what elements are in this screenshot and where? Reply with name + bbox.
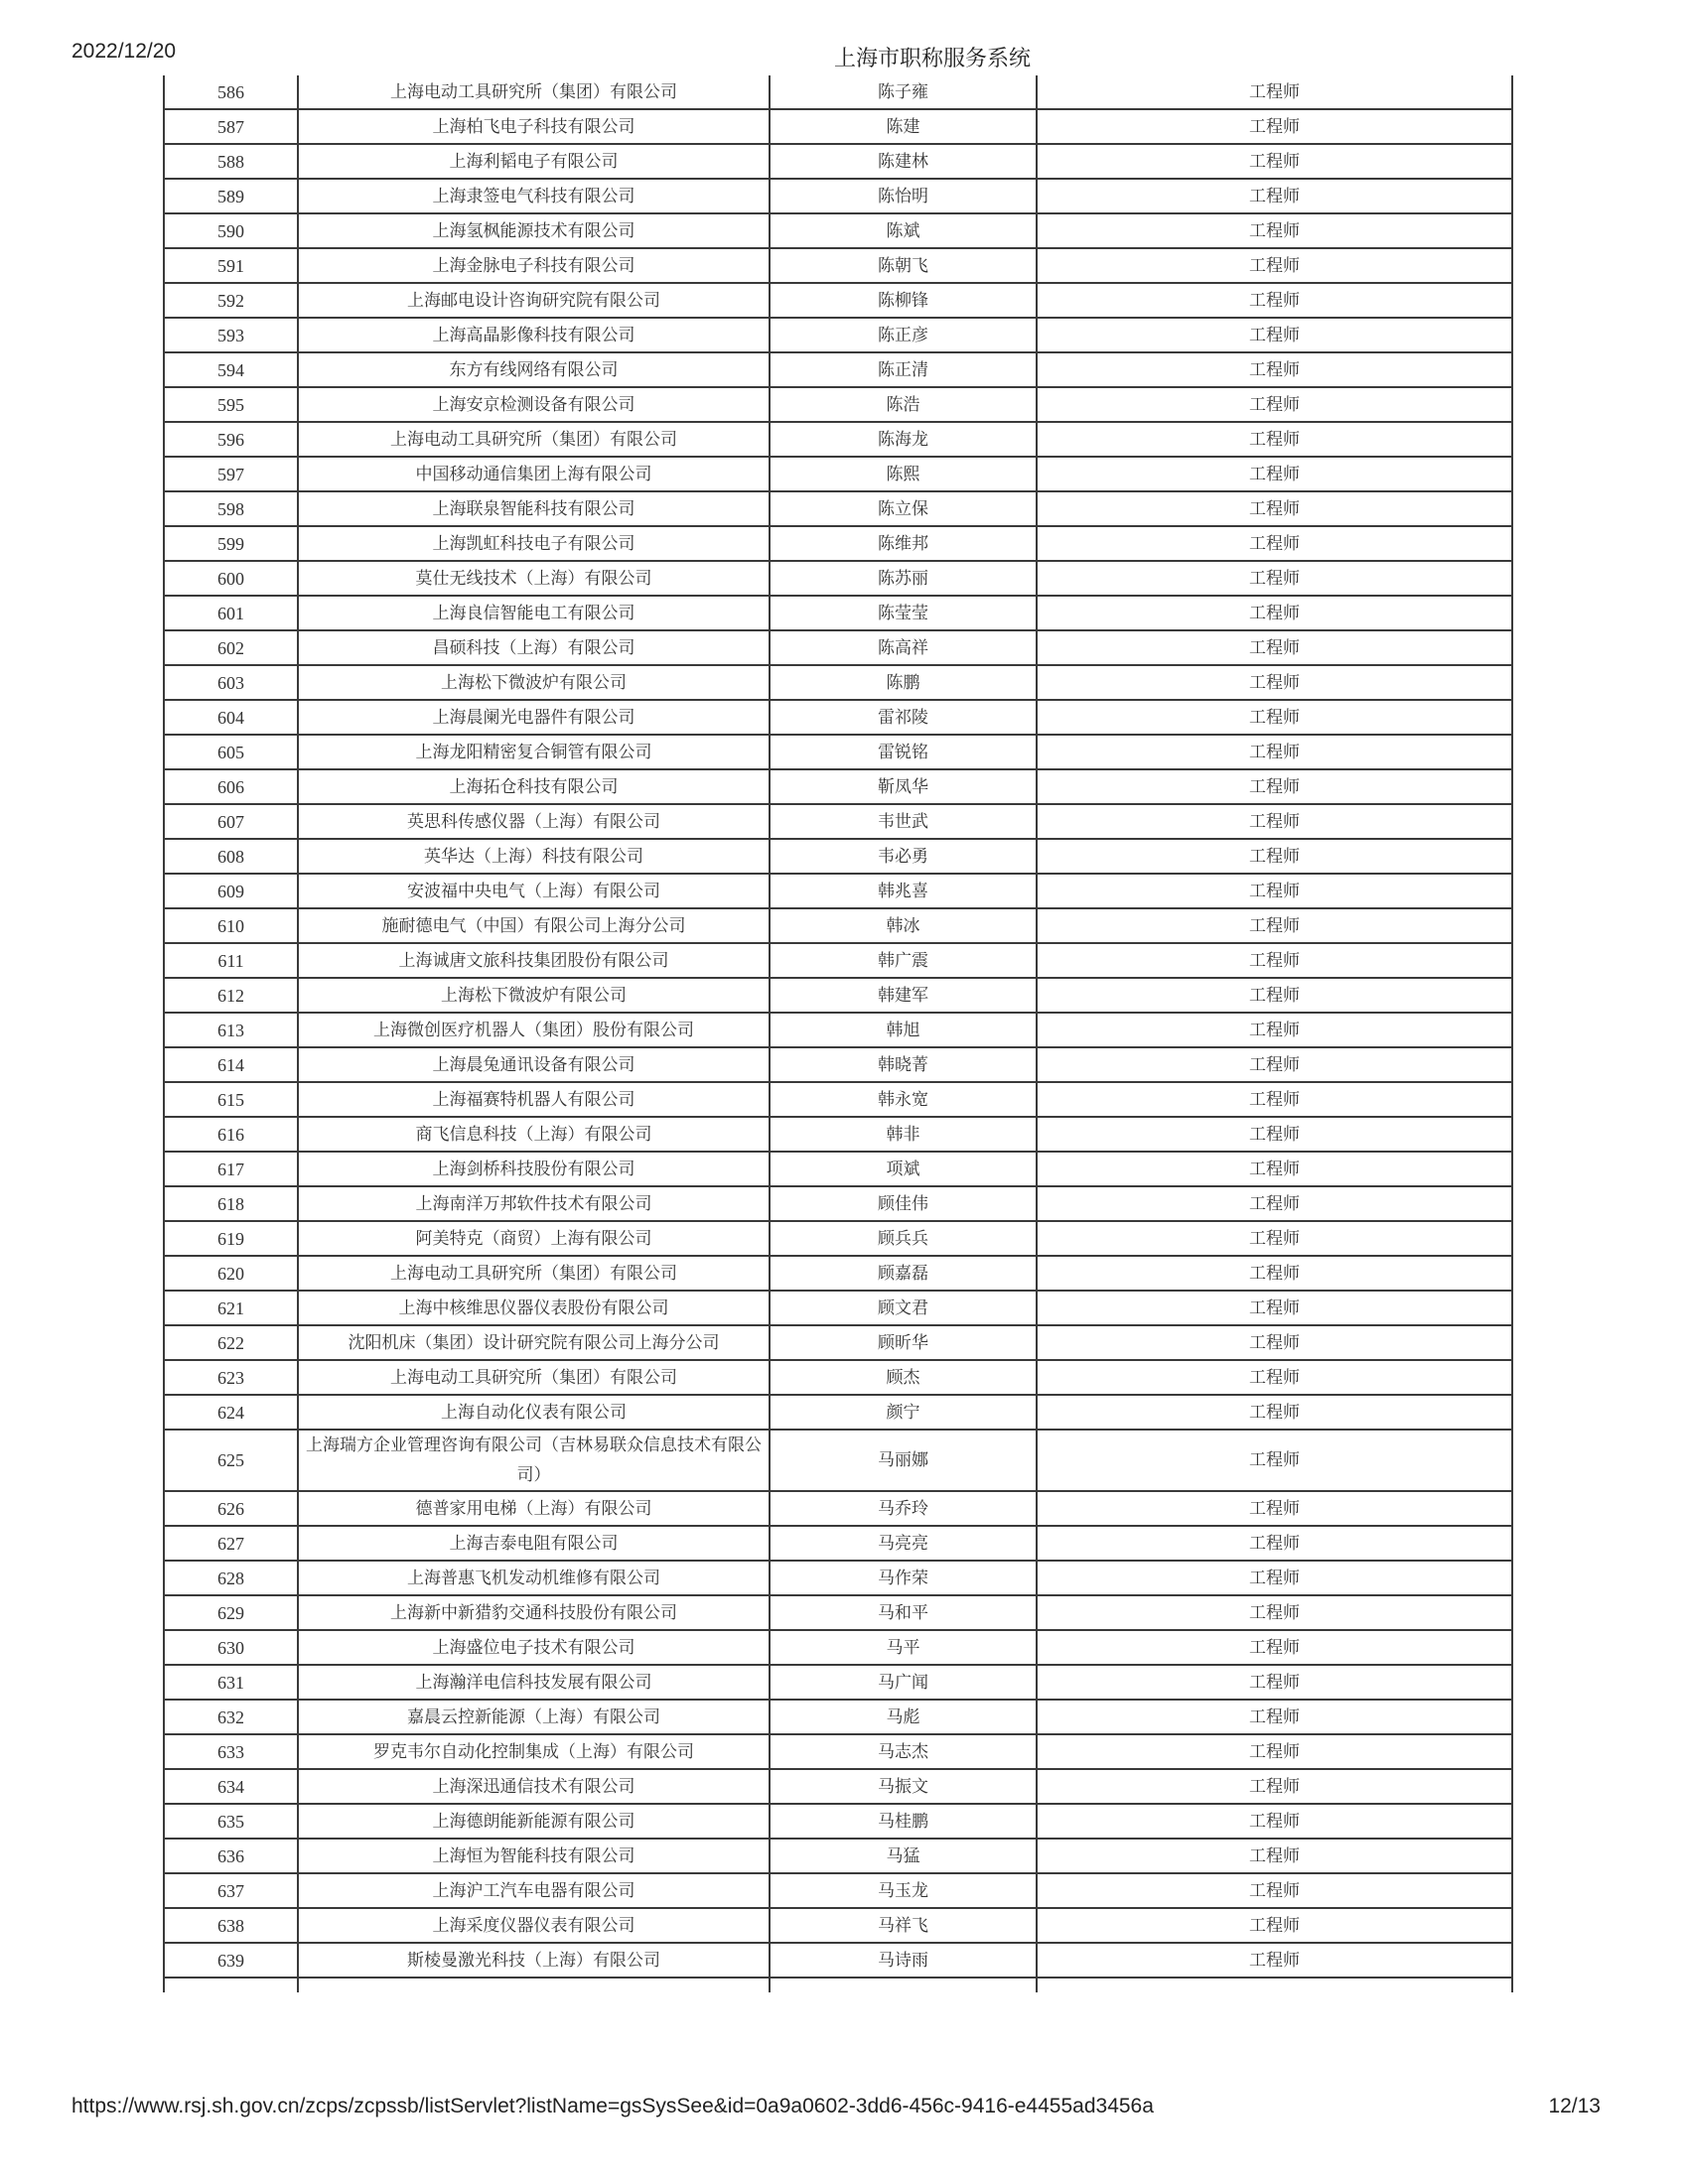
title-level-cell: 工程师 bbox=[1037, 387, 1512, 422]
company-name-cell: 中国移动通信集团上海有限公司 bbox=[298, 457, 770, 491]
table-row bbox=[164, 283, 1512, 318]
company-name-cell: 施耐德电气（中国）有限公司上海分公司 bbox=[298, 908, 770, 943]
company-name-cell: 上海晨阑光电器件有限公司 bbox=[298, 700, 770, 735]
person-name-cell: 马作荣 bbox=[770, 1561, 1037, 1595]
row-number-cell: 638 bbox=[164, 1908, 298, 1943]
title-level-cell: 工程师 bbox=[1037, 422, 1512, 457]
company-name-cell: 上海沪工汽车电器有限公司 bbox=[298, 1873, 770, 1908]
company-name-cell: 上海普惠飞机发动机维修有限公司 bbox=[298, 1561, 770, 1595]
company-name-cell: 上海吉泰电阻有限公司 bbox=[298, 1526, 770, 1561]
table-row bbox=[164, 248, 1512, 283]
person-name-cell: 陈立保 bbox=[770, 491, 1037, 526]
company-name-cell: 嘉晨云控新能源（上海）有限公司 bbox=[298, 1700, 770, 1734]
row-number-cell: 613 bbox=[164, 1013, 298, 1047]
table-row bbox=[164, 1700, 1512, 1734]
row-number-cell: 633 bbox=[164, 1734, 298, 1769]
row-number-cell: 631 bbox=[164, 1665, 298, 1700]
person-name-cell: 雷祁陵 bbox=[770, 700, 1037, 735]
table-row bbox=[164, 1908, 1512, 1943]
title-level-cell: 工程师 bbox=[1037, 457, 1512, 491]
title-level-cell: 工程师 bbox=[1037, 1221, 1512, 1256]
title-level-cell: 工程师 bbox=[1037, 1256, 1512, 1291]
table-row bbox=[164, 1152, 1512, 1186]
title-level-cell: 工程师 bbox=[1037, 1561, 1512, 1595]
row-number-cell: 602 bbox=[164, 630, 298, 665]
company-name-cell: 上海龙阳精密复合铜管有限公司 bbox=[298, 735, 770, 769]
table-row bbox=[164, 422, 1512, 457]
title-level-cell: 工程师 bbox=[1037, 1082, 1512, 1117]
title-level-cell: 工程师 bbox=[1037, 1769, 1512, 1804]
company-name-cell: 上海中核维思仪器仪表股份有限公司 bbox=[298, 1291, 770, 1325]
person-name-cell: 陈高祥 bbox=[770, 630, 1037, 665]
table-row bbox=[164, 1291, 1512, 1325]
person-name-cell: 陈浩 bbox=[770, 387, 1037, 422]
table-row bbox=[164, 526, 1512, 561]
company-name-cell: 东方有线网络有限公司 bbox=[298, 352, 770, 387]
company-name-cell: 上海柏飞电子科技有限公司 bbox=[298, 109, 770, 144]
title-level-cell: 工程师 bbox=[1037, 1325, 1512, 1360]
table-row bbox=[164, 1395, 1512, 1430]
table-row bbox=[164, 1013, 1512, 1047]
table-row-continued bbox=[164, 1978, 1512, 1992]
row-number-cell: 636 bbox=[164, 1839, 298, 1873]
results-table bbox=[163, 75, 1513, 1992]
person-name-cell: 陈莹莹 bbox=[770, 596, 1037, 630]
person-name-cell: 韦世武 bbox=[770, 804, 1037, 839]
company-name-cell: 上海良信智能电工有限公司 bbox=[298, 596, 770, 630]
company-name-cell: 上海新中新猎豹交通科技股份有限公司 bbox=[298, 1595, 770, 1630]
company-name-cell: 上海盛位电子技术有限公司 bbox=[298, 1630, 770, 1665]
person-name-cell: 陈鹏 bbox=[770, 665, 1037, 700]
company-name-cell: 上海凯虹科技电子有限公司 bbox=[298, 526, 770, 561]
company-name-cell: 上海氢枫能源技术有限公司 bbox=[298, 213, 770, 248]
title-level-cell: 工程师 bbox=[1037, 283, 1512, 318]
person-name-cell: 韩晓菁 bbox=[770, 1047, 1037, 1082]
table-row bbox=[164, 1047, 1512, 1082]
row-number-cell: 637 bbox=[164, 1873, 298, 1908]
title-level-cell: 工程师 bbox=[1037, 908, 1512, 943]
title-level-cell: 工程师 bbox=[1037, 1734, 1512, 1769]
company-name-cell: 德普家用电梯（上海）有限公司 bbox=[298, 1491, 770, 1526]
table-row bbox=[164, 1561, 1512, 1595]
title-level-cell: 工程师 bbox=[1037, 596, 1512, 630]
person-name-cell: 陈斌 bbox=[770, 213, 1037, 248]
row-number-cell: 609 bbox=[164, 874, 298, 908]
person-name-cell: 陈正彦 bbox=[770, 318, 1037, 352]
table-row bbox=[164, 1769, 1512, 1804]
row-number-cell: 591 bbox=[164, 248, 298, 283]
row-number-cell: 589 bbox=[164, 179, 298, 213]
row-number-cell: 597 bbox=[164, 457, 298, 491]
table-row bbox=[164, 352, 1512, 387]
title-level-cell: 工程师 bbox=[1037, 804, 1512, 839]
person-name-cell: 顾文君 bbox=[770, 1291, 1037, 1325]
table-row bbox=[164, 1804, 1512, 1839]
title-level-cell: 工程师 bbox=[1037, 1291, 1512, 1325]
person-name-cell: 陈柳锋 bbox=[770, 283, 1037, 318]
person-name-cell: 马广闻 bbox=[770, 1665, 1037, 1700]
row-number-cell: 590 bbox=[164, 213, 298, 248]
title-level-cell: 工程师 bbox=[1037, 700, 1512, 735]
company-name-cell: 上海瀚洋电信科技发展有限公司 bbox=[298, 1665, 770, 1700]
person-name-cell: 陈海龙 bbox=[770, 422, 1037, 457]
table-row bbox=[164, 1943, 1512, 1978]
person-name-cell: 顾杰 bbox=[770, 1360, 1037, 1395]
table-row bbox=[164, 1360, 1512, 1395]
table-row bbox=[164, 596, 1512, 630]
company-name-cell: 英思科传感仪器（上海）有限公司 bbox=[298, 804, 770, 839]
title-level-cell: 工程师 bbox=[1037, 1117, 1512, 1152]
company-name-cell: 上海晨兔通讯设备有限公司 bbox=[298, 1047, 770, 1082]
title-level-cell: 工程师 bbox=[1037, 874, 1512, 908]
company-name-cell: 沈阳机床（集团）设计研究院有限公司上海分公司 bbox=[298, 1325, 770, 1360]
row-number-cell: 632 bbox=[164, 1700, 298, 1734]
row-number-cell: 612 bbox=[164, 978, 298, 1013]
person-name-cell: 韩建军 bbox=[770, 978, 1037, 1013]
title-level-cell: 工程师 bbox=[1037, 1430, 1512, 1491]
person-name-cell: 陈建林 bbox=[770, 144, 1037, 179]
table-row bbox=[164, 769, 1512, 804]
row-number-cell: 598 bbox=[164, 491, 298, 526]
company-name-cell: 上海电动工具研究所（集团）有限公司 bbox=[298, 1360, 770, 1395]
table-row bbox=[164, 1117, 1512, 1152]
company-name-cell: 阿美特克（商贸）上海有限公司 bbox=[298, 1221, 770, 1256]
company-name-cell: 上海恒为智能科技有限公司 bbox=[298, 1839, 770, 1873]
row-number-cell: 617 bbox=[164, 1152, 298, 1186]
row-number-cell: 605 bbox=[164, 735, 298, 769]
title-level-cell: 工程师 bbox=[1037, 1873, 1512, 1908]
title-level-cell: 工程师 bbox=[1037, 179, 1512, 213]
title-level-cell: 工程师 bbox=[1037, 491, 1512, 526]
company-name-cell: 上海金脉电子科技有限公司 bbox=[298, 248, 770, 283]
row-number-cell: 621 bbox=[164, 1291, 298, 1325]
print-date: 2022/12/20 bbox=[71, 40, 177, 63]
person-name-cell: 陈朝飞 bbox=[770, 248, 1037, 283]
company-name-cell: 上海邮电设计咨询研究院有限公司 bbox=[298, 283, 770, 318]
company-name-cell: 上海电动工具研究所（集团）有限公司 bbox=[298, 422, 770, 457]
title-level-cell: 工程师 bbox=[1037, 248, 1512, 283]
company-name-cell: 上海福赛特机器人有限公司 bbox=[298, 1082, 770, 1117]
table-row bbox=[164, 665, 1512, 700]
title-level-cell: 工程师 bbox=[1037, 839, 1512, 874]
empty-cell bbox=[298, 1978, 770, 1992]
table-row bbox=[164, 700, 1512, 735]
table-row bbox=[164, 943, 1512, 978]
title-level-cell: 工程师 bbox=[1037, 213, 1512, 248]
row-number-cell: 608 bbox=[164, 839, 298, 874]
title-level-cell: 工程师 bbox=[1037, 1908, 1512, 1943]
title-level-cell: 工程师 bbox=[1037, 1943, 1512, 1978]
person-name-cell: 项斌 bbox=[770, 1152, 1037, 1186]
company-name-cell: 莫仕无线技术（上海）有限公司 bbox=[298, 561, 770, 596]
title-level-cell: 工程师 bbox=[1037, 1152, 1512, 1186]
table-row bbox=[164, 908, 1512, 943]
row-number-cell: 594 bbox=[164, 352, 298, 387]
person-name-cell: 陈正清 bbox=[770, 352, 1037, 387]
person-name-cell: 陈苏丽 bbox=[770, 561, 1037, 596]
person-name-cell: 马丽娜 bbox=[770, 1430, 1037, 1491]
row-number-cell: 614 bbox=[164, 1047, 298, 1082]
title-level-cell: 工程师 bbox=[1037, 1186, 1512, 1221]
person-name-cell: 马平 bbox=[770, 1630, 1037, 1665]
row-number-cell: 619 bbox=[164, 1221, 298, 1256]
row-number-cell: 607 bbox=[164, 804, 298, 839]
empty-cell bbox=[770, 1978, 1037, 1992]
company-name-cell: 安波福中央电气（上海）有限公司 bbox=[298, 874, 770, 908]
company-name-cell: 上海剑桥科技股份有限公司 bbox=[298, 1152, 770, 1186]
title-level-cell: 工程师 bbox=[1037, 735, 1512, 769]
person-name-cell: 马振文 bbox=[770, 1769, 1037, 1804]
title-level-cell: 工程师 bbox=[1037, 1700, 1512, 1734]
person-name-cell: 马玉龙 bbox=[770, 1873, 1037, 1908]
table-row bbox=[164, 144, 1512, 179]
person-name-cell: 陈建 bbox=[770, 109, 1037, 144]
row-number-cell: 618 bbox=[164, 1186, 298, 1221]
table-row bbox=[164, 839, 1512, 874]
company-name-cell: 上海南洋万邦软件技术有限公司 bbox=[298, 1186, 770, 1221]
person-name-cell: 马志杰 bbox=[770, 1734, 1037, 1769]
row-number-cell: 624 bbox=[164, 1395, 298, 1430]
title-level-cell: 工程师 bbox=[1037, 75, 1512, 109]
title-level-cell: 工程师 bbox=[1037, 1491, 1512, 1526]
person-name-cell: 马和平 bbox=[770, 1595, 1037, 1630]
table-row bbox=[164, 1325, 1512, 1360]
table-row bbox=[164, 179, 1512, 213]
table-row bbox=[164, 1186, 1512, 1221]
table-row bbox=[164, 1839, 1512, 1873]
row-number-cell: 616 bbox=[164, 1117, 298, 1152]
table-row bbox=[164, 1873, 1512, 1908]
table-row bbox=[164, 318, 1512, 352]
table-row bbox=[164, 457, 1512, 491]
row-number-cell: 604 bbox=[164, 700, 298, 735]
company-name-cell: 罗克韦尔自动化控制集成（上海）有限公司 bbox=[298, 1734, 770, 1769]
person-name-cell: 雷锐铭 bbox=[770, 735, 1037, 769]
row-number-cell: 615 bbox=[164, 1082, 298, 1117]
company-name-cell: 上海瑞方企业管理咨询有限公司（吉林易联众信息技术有限公司） bbox=[298, 1430, 770, 1491]
person-name-cell: 颜宁 bbox=[770, 1395, 1037, 1430]
page-url: https://www.rsj.sh.gov.cn/zcps/zcpssb/listServlet?listName=gsSysSee&id=0a9a0602-3dd6-456c-9416-e4455ad3456a bbox=[71, 2095, 1154, 2117]
company-name-cell: 上海深迅通信技术有限公司 bbox=[298, 1769, 770, 1804]
row-number-cell: 601 bbox=[164, 596, 298, 630]
title-level-cell: 工程师 bbox=[1037, 943, 1512, 978]
row-number-cell: 588 bbox=[164, 144, 298, 179]
row-number-cell: 600 bbox=[164, 561, 298, 596]
row-number-cell: 610 bbox=[164, 908, 298, 943]
page-title: 上海市职称服务系统 bbox=[833, 47, 1031, 71]
company-name-cell: 昌硕科技（上海）有限公司 bbox=[298, 630, 770, 665]
person-name-cell: 顾昕华 bbox=[770, 1325, 1037, 1360]
person-name-cell: 顾嘉磊 bbox=[770, 1256, 1037, 1291]
company-name-cell: 上海诚唐文旅科技集团股份有限公司 bbox=[298, 943, 770, 978]
table-row bbox=[164, 1526, 1512, 1561]
title-level-cell: 工程师 bbox=[1037, 561, 1512, 596]
company-name-cell: 上海联泉智能科技有限公司 bbox=[298, 491, 770, 526]
title-level-cell: 工程师 bbox=[1037, 1804, 1512, 1839]
row-number-cell: 639 bbox=[164, 1943, 298, 1978]
table-row bbox=[164, 1595, 1512, 1630]
title-level-cell: 工程师 bbox=[1037, 1013, 1512, 1047]
row-number-cell: 623 bbox=[164, 1360, 298, 1395]
row-number-cell: 634 bbox=[164, 1769, 298, 1804]
title-level-cell: 工程师 bbox=[1037, 1839, 1512, 1873]
person-name-cell: 陈子雍 bbox=[770, 75, 1037, 109]
row-number-cell: 586 bbox=[164, 75, 298, 109]
row-number-cell: 599 bbox=[164, 526, 298, 561]
row-number-cell: 628 bbox=[164, 1561, 298, 1595]
title-level-cell: 工程师 bbox=[1037, 769, 1512, 804]
table-row bbox=[164, 1256, 1512, 1291]
company-name-cell: 英华达（上海）科技有限公司 bbox=[298, 839, 770, 874]
row-number-cell: 635 bbox=[164, 1804, 298, 1839]
table-row bbox=[164, 804, 1512, 839]
company-name-cell: 上海电动工具研究所（集团）有限公司 bbox=[298, 1256, 770, 1291]
person-name-cell: 陈怡明 bbox=[770, 179, 1037, 213]
table-row bbox=[164, 874, 1512, 908]
table-row bbox=[164, 1221, 1512, 1256]
row-number-cell: 603 bbox=[164, 665, 298, 700]
person-name-cell: 韦必勇 bbox=[770, 839, 1037, 874]
person-name-cell: 马祥飞 bbox=[770, 1908, 1037, 1943]
table-row bbox=[164, 387, 1512, 422]
company-name-cell: 上海隶签电气科技有限公司 bbox=[298, 179, 770, 213]
company-name-cell: 上海德朗能新能源有限公司 bbox=[298, 1804, 770, 1839]
row-number-cell: 620 bbox=[164, 1256, 298, 1291]
company-name-cell: 上海自动化仪表有限公司 bbox=[298, 1395, 770, 1430]
table-row bbox=[164, 1082, 1512, 1117]
table-row bbox=[164, 109, 1512, 144]
table-row bbox=[164, 1630, 1512, 1665]
table-row bbox=[164, 1665, 1512, 1700]
company-name-cell: 上海采度仪器仪表有限公司 bbox=[298, 1908, 770, 1943]
title-level-cell: 工程师 bbox=[1037, 665, 1512, 700]
title-level-cell: 工程师 bbox=[1037, 526, 1512, 561]
table-row bbox=[164, 735, 1512, 769]
company-name-cell: 上海利韬电子有限公司 bbox=[298, 144, 770, 179]
row-number-cell: 592 bbox=[164, 283, 298, 318]
title-level-cell: 工程师 bbox=[1037, 1595, 1512, 1630]
row-number-cell: 587 bbox=[164, 109, 298, 144]
title-level-cell: 工程师 bbox=[1037, 144, 1512, 179]
row-number-cell: 625 bbox=[164, 1430, 298, 1491]
title-level-cell: 工程师 bbox=[1037, 978, 1512, 1013]
person-name-cell: 马彪 bbox=[770, 1700, 1037, 1734]
page-number: 12/13 bbox=[1548, 2095, 1601, 2117]
table-row bbox=[164, 1734, 1512, 1769]
row-number-cell: 630 bbox=[164, 1630, 298, 1665]
table-row bbox=[164, 978, 1512, 1013]
row-number-cell: 595 bbox=[164, 387, 298, 422]
row-number-cell: 627 bbox=[164, 1526, 298, 1561]
table-row bbox=[164, 1491, 1512, 1526]
company-name-cell: 上海松下微波炉有限公司 bbox=[298, 665, 770, 700]
company-name-cell: 上海电动工具研究所（集团）有限公司 bbox=[298, 75, 770, 109]
title-level-cell: 工程师 bbox=[1037, 1360, 1512, 1395]
person-name-cell: 顾兵兵 bbox=[770, 1221, 1037, 1256]
company-name-cell: 商飞信息科技（上海）有限公司 bbox=[298, 1117, 770, 1152]
table-row bbox=[164, 75, 1512, 109]
title-level-cell: 工程师 bbox=[1037, 630, 1512, 665]
table-row bbox=[164, 491, 1512, 526]
company-name-cell: 上海微创医疗机器人（集团）股份有限公司 bbox=[298, 1013, 770, 1047]
person-name-cell: 韩冰 bbox=[770, 908, 1037, 943]
company-name-cell: 上海松下微波炉有限公司 bbox=[298, 978, 770, 1013]
company-name-cell: 上海安京检测设备有限公司 bbox=[298, 387, 770, 422]
row-number-cell: 611 bbox=[164, 943, 298, 978]
person-name-cell: 靳凤华 bbox=[770, 769, 1037, 804]
empty-cell bbox=[1037, 1978, 1512, 1992]
row-number-cell: 596 bbox=[164, 422, 298, 457]
table-row bbox=[164, 561, 1512, 596]
person-name-cell: 马猛 bbox=[770, 1839, 1037, 1873]
title-level-cell: 工程师 bbox=[1037, 352, 1512, 387]
company-name-cell: 斯棱曼激光科技（上海）有限公司 bbox=[298, 1943, 770, 1978]
person-name-cell: 陈熙 bbox=[770, 457, 1037, 491]
row-number-cell: 629 bbox=[164, 1595, 298, 1630]
table-row bbox=[164, 630, 1512, 665]
table-row bbox=[164, 213, 1512, 248]
person-name-cell: 韩非 bbox=[770, 1117, 1037, 1152]
person-name-cell: 陈维邦 bbox=[770, 526, 1037, 561]
person-name-cell: 韩兆喜 bbox=[770, 874, 1037, 908]
person-name-cell: 马桂鹏 bbox=[770, 1804, 1037, 1839]
person-name-cell: 马乔玲 bbox=[770, 1491, 1037, 1526]
row-number-cell: 606 bbox=[164, 769, 298, 804]
title-level-cell: 工程师 bbox=[1037, 318, 1512, 352]
title-level-cell: 工程师 bbox=[1037, 1630, 1512, 1665]
person-name-cell: 韩永宽 bbox=[770, 1082, 1037, 1117]
title-level-cell: 工程师 bbox=[1037, 1047, 1512, 1082]
table-row bbox=[164, 1430, 1512, 1491]
person-name-cell: 马诗雨 bbox=[770, 1943, 1037, 1978]
company-name-cell: 上海拓仓科技有限公司 bbox=[298, 769, 770, 804]
person-name-cell: 韩旭 bbox=[770, 1013, 1037, 1047]
row-number-cell: 593 bbox=[164, 318, 298, 352]
title-level-cell: 工程师 bbox=[1037, 109, 1512, 144]
title-level-cell: 工程师 bbox=[1037, 1395, 1512, 1430]
empty-cell bbox=[164, 1978, 298, 1992]
person-name-cell: 韩广震 bbox=[770, 943, 1037, 978]
person-name-cell: 顾佳伟 bbox=[770, 1186, 1037, 1221]
title-level-cell: 工程师 bbox=[1037, 1526, 1512, 1561]
person-name-cell: 马亮亮 bbox=[770, 1526, 1037, 1561]
company-name-cell: 上海高晶影像科技有限公司 bbox=[298, 318, 770, 352]
title-level-cell: 工程师 bbox=[1037, 1665, 1512, 1700]
row-number-cell: 626 bbox=[164, 1491, 298, 1526]
row-number-cell: 622 bbox=[164, 1325, 298, 1360]
